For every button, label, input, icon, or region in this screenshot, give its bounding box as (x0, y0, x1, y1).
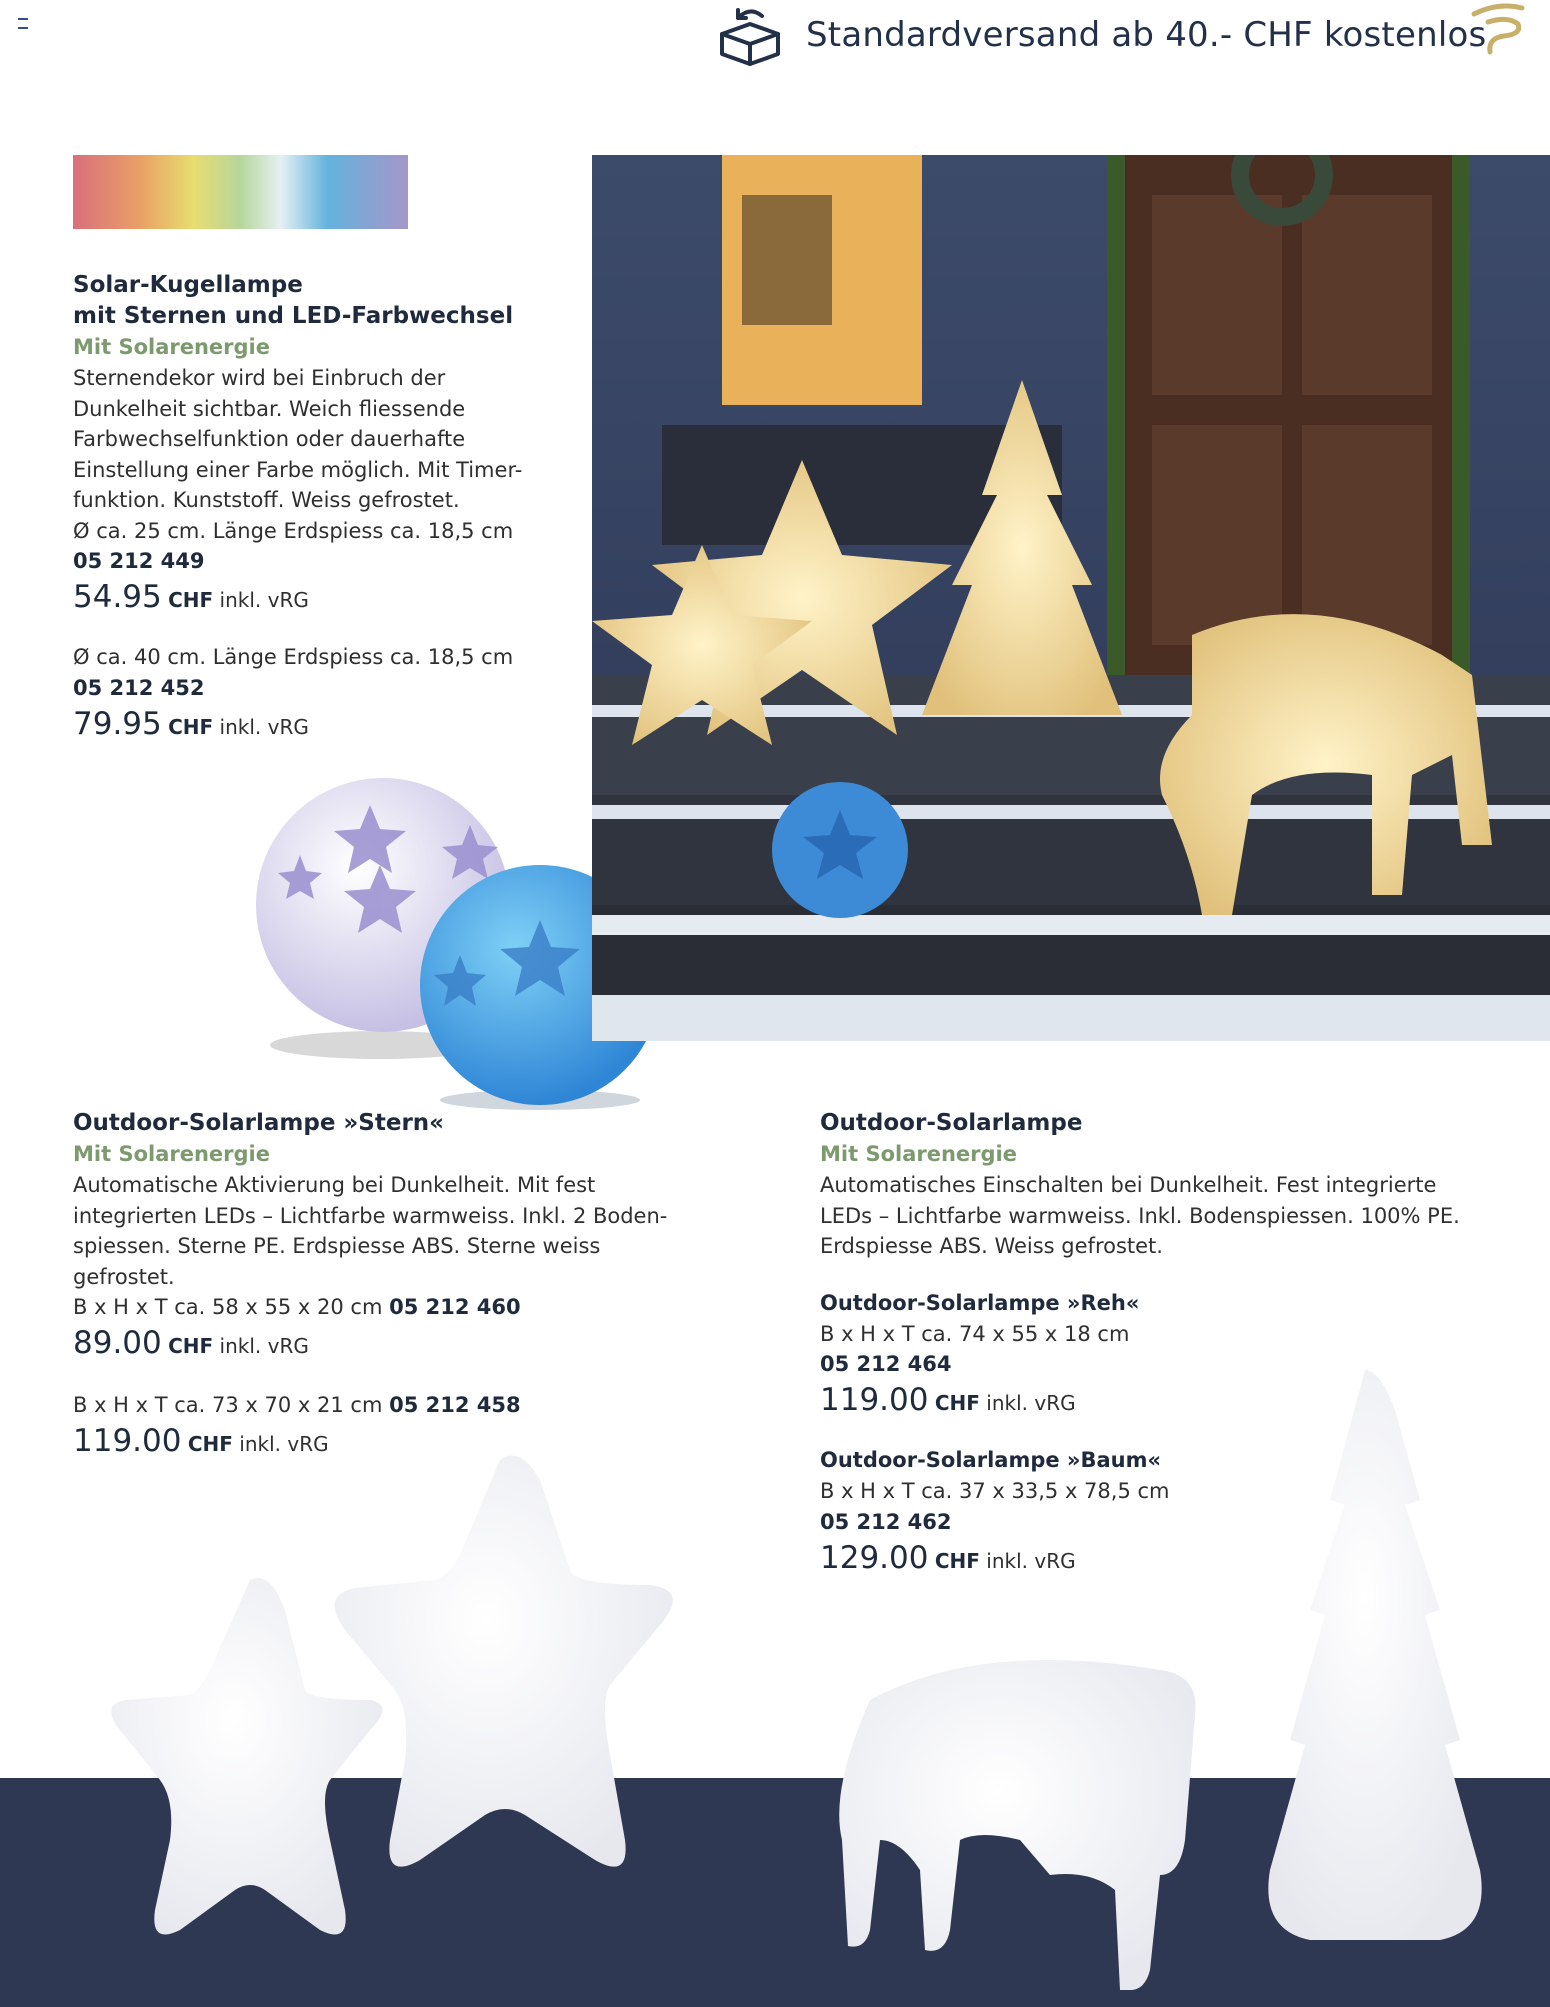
variant-title-baum: Outdoor-Solarlampe »Baum« (820, 1448, 1162, 1472)
price: 129.00 CHF inkl. vRG (820, 1539, 1076, 1576)
article-number: 05 212 452 (73, 675, 205, 700)
product-subtitle: Mit Solarenergie (820, 1142, 1017, 1166)
variant-size: Ø ca. 40 cm. Länge Erdspiess ca. 18,5 cm (73, 645, 514, 669)
price: 89.00 CHF inkl. vRG (73, 1325, 309, 1361)
white-lamps-image (0, 1370, 1550, 2007)
outdoor-scene-photo (592, 155, 1550, 1041)
price: 54.95 CHF inkl. vRG (73, 579, 309, 615)
price: 119.00 CHF inkl. vRG (73, 1423, 329, 1459)
variant-title-reh: Outdoor-Solarlampe »Reh« (820, 1290, 1140, 1315)
box-return-icon (716, 4, 784, 66)
variant-size: B x H x T ca. 73 x 70 x 21 cm 05 212 458 (73, 1393, 521, 1417)
variant-size: B x H x T ca. 37 x 33,5 x 78,5 cm (820, 1479, 1170, 1503)
article-number: 05 212 449 (73, 549, 205, 573)
product-description: Automatisches Einschalten bei Dunkelheit. Fest integrierte LEDs – Lichtfarbe warmweiss. Inkl. Bodenspiessen. 100% PE. Erdspiesse ABS. Weiss gefrostet. (820, 1173, 1460, 1258)
product-title: Outdoor-Solarlampe »Stern« (73, 1110, 445, 1136)
article-number: 05 212 464 (820, 1352, 952, 1376)
product-solar-kugellampe (73, 270, 573, 747)
tchibo-logo-icon[interactable] (1468, 0, 1526, 58)
shipping-text: Standardversand ab 40.- CHF kostenlos (806, 15, 1487, 55)
price: 119.00 CHF inkl. vRG (820, 1382, 1076, 1418)
color-spectrum-bar (73, 155, 408, 229)
variant-size: B x H x T ca. 58 x 55 x 20 cm 05 212 460 (73, 1295, 521, 1319)
article-number: 05 212 462 (820, 1509, 952, 1534)
product-title-line1: Solar-Kugellampe (73, 272, 303, 298)
product-description: Sternendekor wird bei Einbruch der Dunkelheit sichtbar. Weich fliessende Farbwechselfunktion oder dauerhafte Einstellung einer Farbe möglich. Mit Timer- funktion. Kunststoff. Weiss gefrostet. Ø ca. 25 cm. Länge Erdspiess ca. 18,5 cm (73, 366, 523, 543)
product-description: Automatische Aktivierung bei Dunkelheit. Mit fest integrierten LEDs – Lichtfarbe warmweiss. Inkl. 2 Boden- spiessen. Sterne PE. Erdspiesse ABS. Sterne weiss gefrostet. (73, 1173, 668, 1289)
product-title-line2: mit Sternen und LED-Farbwechsel (73, 303, 514, 329)
product-subtitle: Mit Solarenergie (73, 1142, 270, 1166)
price: 79.95 CHF inkl. vRG (73, 705, 309, 742)
variant-size: B x H x T ca. 74 x 55 x 18 cm (820, 1321, 1130, 1346)
product-subtitle: Mit Solarenergie (73, 335, 270, 359)
shipping-banner (716, 2, 1486, 68)
product-title: Outdoor-Solarlampe (820, 1110, 1083, 1136)
menu-icon[interactable] (18, 18, 28, 29)
